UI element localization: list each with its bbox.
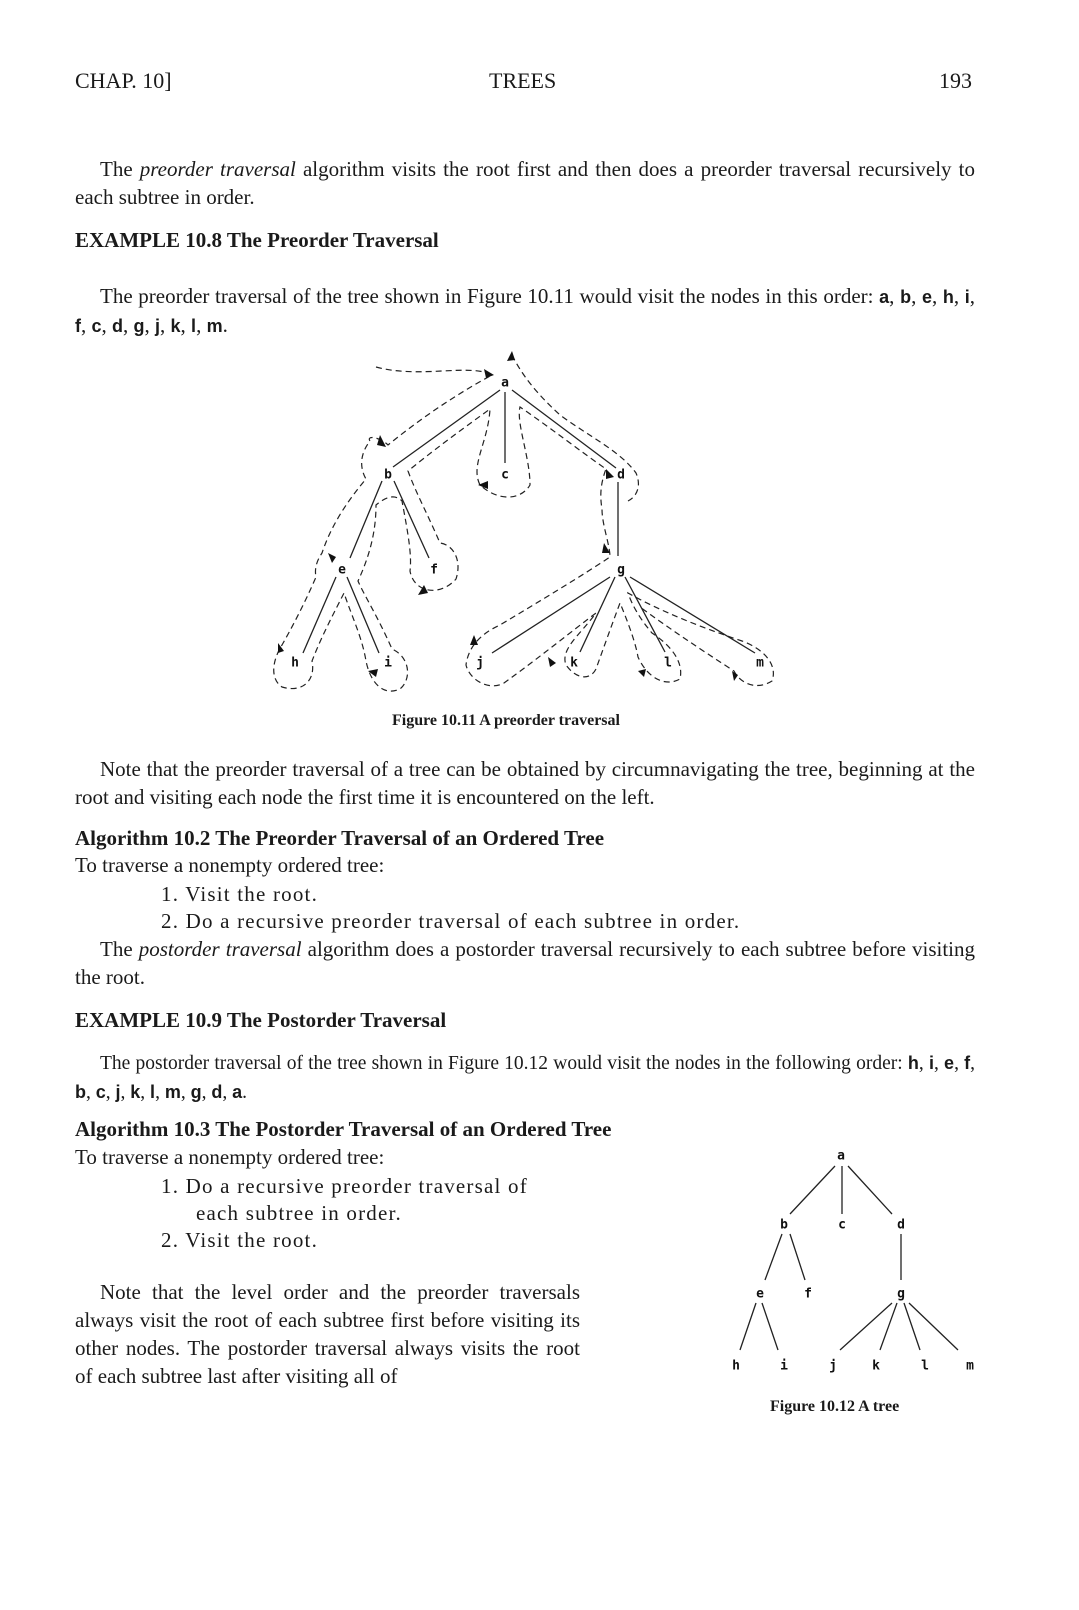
fig12-node-g: g xyxy=(897,1286,905,1302)
fig11-node-a: a xyxy=(501,375,509,391)
figure-10-11-caption: Figure 10.11 A preorder traversal xyxy=(392,712,620,729)
figure-10-12-tree xyxy=(720,1140,990,1380)
example-10-8-text: The preorder traversal of the tree shown in Figure 10.11 would visit the nodes in this order: a, b, e, h, i, f, c, d, g, j, k, l, m. xyxy=(75,284,976,337)
algorithm-10-2-step-2: 2. Do a recursive preorder traversal of each subtree in order. xyxy=(161,909,741,933)
fig12-node-e: e xyxy=(756,1286,764,1302)
order-node: c xyxy=(95,1082,106,1102)
fig11-node-f: f xyxy=(430,562,438,578)
order-node: c xyxy=(91,316,102,336)
order-node: m xyxy=(164,1082,181,1102)
fig12-node-j: j xyxy=(829,1358,837,1374)
fig12-node-a: a xyxy=(837,1148,845,1164)
fig12-node-m: m xyxy=(966,1358,974,1374)
order-node: i xyxy=(964,287,970,307)
example-10-9-text: The postorder traversal of the tree shown in Figure 10.12 would visit the nodes in the following order: h, i, e, f, b, c, j, k, l, m, g, d, a. xyxy=(75,1053,976,1103)
fig12-node-l: l xyxy=(921,1358,929,1374)
figure-10-11-preorder-traversal xyxy=(260,345,800,705)
algorithm-10-3-intro: To traverse a nonempty ordered tree: xyxy=(75,1145,385,1169)
order-node: i xyxy=(928,1053,934,1073)
fig12-node-c: c xyxy=(838,1217,846,1233)
example-10-8-title: EXAMPLE 10.8 The Preorder Traversal xyxy=(75,228,439,252)
order-node: k xyxy=(130,1082,141,1102)
order-node: b xyxy=(75,1082,86,1102)
order-node: g xyxy=(190,1082,202,1102)
order-node: a xyxy=(879,287,890,307)
order-node: b xyxy=(900,287,912,307)
order-node: a xyxy=(232,1082,243,1102)
fig12-node-d: d xyxy=(897,1217,905,1233)
fig12-node-b: b xyxy=(780,1217,788,1233)
fig11-node-c: c xyxy=(501,467,509,483)
fig11-node-k: k xyxy=(570,655,578,671)
fig11-node-i: i xyxy=(384,655,392,671)
order-node: l xyxy=(150,1082,156,1102)
postorder-intro-paragraph: The postorder traversal algorithm does a postorder traversal recursively to each subtree before visiting the root. xyxy=(75,937,975,989)
fig12-node-k: k xyxy=(872,1358,880,1374)
algorithm-10-2-step-1: 1. Visit the root. xyxy=(161,882,319,906)
algorithm-10-3-step-2: 2. Visit the root. xyxy=(161,1228,319,1252)
postorder-node-order: h, i, e, f, b, c, j, k, l, m, g, d, a xyxy=(75,1053,976,1103)
order-node: f xyxy=(964,1053,971,1073)
order-node: l xyxy=(191,316,197,336)
fig11-node-m: m xyxy=(756,655,764,671)
order-node: e xyxy=(944,1053,955,1073)
fig11-node-b: b xyxy=(384,467,392,483)
order-node: k xyxy=(170,316,181,336)
order-node: d xyxy=(211,1082,223,1102)
fig11-node-e: e xyxy=(338,562,346,578)
order-node: h xyxy=(942,287,954,307)
fig11-node-j: j xyxy=(476,655,484,671)
order-node: j xyxy=(155,316,161,336)
algorithm-10-3-step-1-cont: each subtree in order. xyxy=(196,1201,402,1225)
order-node: d xyxy=(112,316,124,336)
example-10-9-title: EXAMPLE 10.9 The Postorder Traversal xyxy=(75,1008,447,1032)
fig11-node-d: d xyxy=(617,467,625,483)
fig12-node-f: f xyxy=(804,1286,812,1302)
order-node: f xyxy=(75,316,81,336)
order-node: m xyxy=(206,316,223,336)
algorithm-10-3-step-1: 1. Do a recursive preorder traversal of xyxy=(161,1174,528,1198)
preorder-node-order: a, b, e, h, i, f, c, d, g, j, k, l, m xyxy=(75,284,976,337)
preorder-intro-paragraph: The preorder traversal algorithm visits the root first and then does a preorder traversal recursively to each subtree in order. xyxy=(75,157,975,209)
figure-10-12-caption: Figure 10.12 A tree xyxy=(770,1398,900,1415)
page-number: 193 xyxy=(939,68,972,93)
algorithm-10-3-title: Algorithm 10.3 The Postorder Traversal of an Ordered Tree xyxy=(75,1117,612,1141)
algorithm-10-2-intro: To traverse a nonempty ordered tree: xyxy=(75,853,385,877)
fig11-node-l: l xyxy=(664,655,672,671)
fig11-node-g: g xyxy=(617,562,625,578)
fig12-node-h: h xyxy=(732,1358,740,1374)
chapter-header: CHAP. 10] xyxy=(75,68,172,93)
order-node: e xyxy=(921,287,932,307)
postorder-term: postorder traversal xyxy=(138,937,302,961)
order-node: j xyxy=(115,1082,121,1102)
order-node: h xyxy=(907,1053,919,1073)
preorder-term: preorder traversal xyxy=(139,157,296,181)
section-header: TREES xyxy=(489,68,557,93)
algorithm-10-2-title: Algorithm 10.2 The Preorder Traversal of an Ordered Tree xyxy=(75,826,605,850)
circumnavigation-paragraph: Note that the preorder traversal of a tree can be obtained by circumnavigating the tree, beginning at the root and visiting each node the first time it is encountered on the left. xyxy=(75,757,975,809)
traversal-comparison-paragraph: Note that the level order and the preorder traversals always visit the root of each subtree first before visiting its other nodes. The postorder traversal always visits the root of each subtree last after visiting all of xyxy=(75,1280,580,1388)
fig11-node-h: h xyxy=(291,655,299,671)
fig12-node-i: i xyxy=(780,1358,788,1374)
order-node: g xyxy=(133,316,145,336)
